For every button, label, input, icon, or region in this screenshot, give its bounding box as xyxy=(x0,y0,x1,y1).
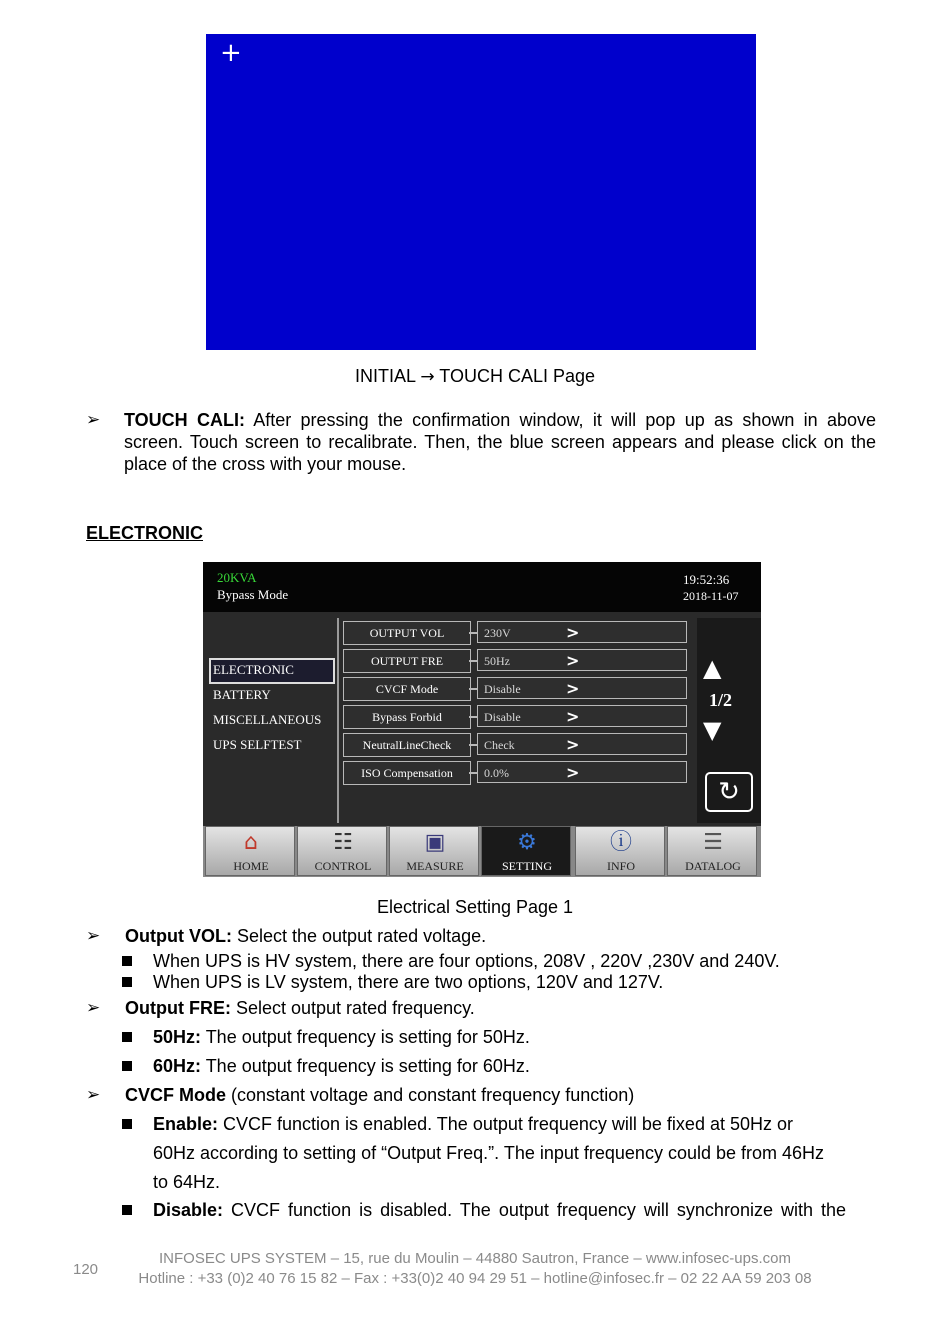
cvcf-text: (constant voltage and constant frequency function) xyxy=(226,1085,635,1105)
page-indicator: 1/2 xyxy=(709,690,733,710)
calibration-cross-icon[interactable]: + xyxy=(220,38,242,68)
square-bullet-icon xyxy=(122,1119,132,1129)
bullet-arrow-icon: ➢ xyxy=(86,410,101,430)
bullet-arrow-icon: ➢ xyxy=(86,1085,101,1105)
output-fre-60hz-item xyxy=(153,1055,530,1077)
50hz-text: The output frequency is setting for 50Hz. xyxy=(201,1027,530,1047)
datalog-list-icon: ☰ xyxy=(703,830,723,855)
measure-meter-icon: ▣ xyxy=(424,830,446,855)
value-text: Disable xyxy=(484,710,521,724)
chevron-right-icon: > xyxy=(566,623,580,642)
setting-label-output-fre: OUTPUT FRE xyxy=(343,649,471,673)
clock-date: 2018-11-07 xyxy=(683,589,739,603)
electronic-heading: ELECTRONIC xyxy=(86,523,203,543)
page-down-arrow-icon[interactable]: ▼ xyxy=(703,716,722,744)
page-number: 120 xyxy=(73,1261,99,1278)
cvcf-disable-text: CVCF function is disabled. The output frequency will synchronize with the xyxy=(223,1200,846,1220)
output-vol-term: Output VOL: xyxy=(125,926,232,946)
control-sliders-icon: ☷ xyxy=(333,830,353,855)
menu-divider xyxy=(337,618,339,823)
touch-cali-paragraph xyxy=(124,409,876,475)
setting-label-neutral-line-check: NeutralLineCheck xyxy=(343,733,471,757)
output-vol-text: Select the output rated voltage. xyxy=(231,926,487,946)
cvcf-disable-item xyxy=(153,1199,876,1221)
tab-info-label: INFO xyxy=(606,859,635,873)
value-text: Check xyxy=(484,738,515,752)
chevron-right-icon: > xyxy=(566,651,580,670)
chevron-right-icon: > xyxy=(566,763,580,782)
ups-electronic-screen xyxy=(203,562,761,877)
tab-home-label: HOME xyxy=(233,859,269,873)
value-text: 0.0% xyxy=(484,766,509,780)
tab-datalog-label: DATALOG xyxy=(685,859,741,873)
chevron-right-icon: > xyxy=(566,679,580,698)
50hz-term: 50Hz: xyxy=(153,1027,202,1047)
row-connector xyxy=(469,744,477,746)
square-bullet-icon xyxy=(122,977,132,987)
chevron-right-icon: > xyxy=(566,735,580,754)
back-refresh-icon[interactable]: ↻ xyxy=(705,772,753,812)
setting-label-cvcf-mode: CVCF Mode xyxy=(343,677,471,701)
ups-mode: Bypass Mode xyxy=(217,587,289,602)
value-text: 230V xyxy=(484,626,511,640)
tab-measure-label: MEASURE xyxy=(406,859,464,873)
tab-control-label: CONTROL xyxy=(314,859,372,873)
page-up-arrow-icon[interactable]: ▲ xyxy=(703,654,722,682)
gear-icon: ⚙ xyxy=(517,830,537,855)
setting-value-bypass-forbid[interactable] xyxy=(477,705,687,727)
setting-value-iso-compensation[interactable] xyxy=(477,761,687,783)
cvcf-term: CVCF Mode xyxy=(125,1085,226,1105)
setting-value-cvcf-mode[interactable] xyxy=(477,677,687,699)
right-arrow-icon: → xyxy=(420,367,435,387)
setting-value-output-fre[interactable] xyxy=(477,649,687,671)
60hz-text: The output frequency is setting for 60Hz. xyxy=(201,1056,530,1076)
row-connector xyxy=(469,688,477,690)
chevron-right-icon: > xyxy=(566,707,580,726)
touch-cali-caption xyxy=(0,366,950,387)
bullet-arrow-icon: ➢ xyxy=(86,926,101,946)
caption-touch-cali-page: TOUCH CALI Page xyxy=(439,366,596,386)
tab-info[interactable] xyxy=(575,826,665,876)
home-icon: ⌂ xyxy=(244,830,258,855)
menu-item-electronic[interactable]: ELECTRONIC xyxy=(213,662,294,677)
touch-cali-text: After pressing the confirmation window, it will pop up as shown in above screen. Touch screen to recalibrate. Then, the blue screen appears and please click on the place of the cross with your mouse. xyxy=(124,410,876,474)
output-fre-50hz-item xyxy=(153,1026,530,1048)
output-fre-text: Select output rated frequency. xyxy=(230,998,475,1018)
touch-calibration-screen[interactable] xyxy=(206,34,756,350)
setting-label-output-vol: OUTPUT VOL xyxy=(343,621,471,645)
row-connector xyxy=(469,632,477,634)
ups-model: 20KVA xyxy=(217,570,257,585)
output-vol-item xyxy=(125,925,486,947)
tab-measure[interactable] xyxy=(389,826,479,876)
setting-value-output-vol[interactable] xyxy=(477,621,687,643)
square-bullet-icon xyxy=(122,1205,132,1215)
cvcf-mode-item xyxy=(125,1084,634,1106)
touch-cali-term: TOUCH CALI: xyxy=(124,410,245,430)
output-vol-hv-item: When UPS is HV system, there are four options, 208V , 220V ,230V and 240V. xyxy=(153,951,780,971)
row-connector xyxy=(469,716,477,718)
tab-control[interactable] xyxy=(297,826,387,876)
tab-datalog[interactable] xyxy=(667,826,757,876)
info-icon: ⓘ xyxy=(609,830,632,855)
setting-label-iso-compensation: ISO Compensation xyxy=(343,761,471,785)
square-bullet-icon xyxy=(122,1061,132,1071)
footer-line-2: Hotline : +33 (0)2 40 76 15 82 – Fax : +33(0)2 40 94 29 51 – hotline@infosec.fr – 02 22 AA 59 203 08 xyxy=(138,1270,812,1287)
tab-setting[interactable] xyxy=(481,826,571,876)
60hz-term: 60Hz: xyxy=(153,1056,202,1076)
bullet-arrow-icon: ➢ xyxy=(86,998,101,1018)
cvcf-enable-line-2: 60Hz according to setting of “Output Freq.”. The input frequency could be from 46Hz xyxy=(153,1143,825,1163)
clock-time: 19:52:36 xyxy=(683,572,730,587)
menu-item-battery[interactable]: BATTERY xyxy=(213,687,271,702)
cvcf-enable-term: Enable: xyxy=(153,1114,219,1134)
output-fre-term: Output FRE: xyxy=(125,998,231,1018)
menu-item-ups-selftest[interactable]: UPS SELFTEST xyxy=(213,737,302,752)
cvcf-enable-text: CVCF function is enabled. The output frequency will be fixed at 50Hz or xyxy=(218,1114,793,1134)
setting-value-neutral-line-check[interactable] xyxy=(477,733,687,755)
caption-initial: INITIAL xyxy=(354,366,416,386)
row-connector xyxy=(469,772,477,774)
value-text: 50Hz xyxy=(484,654,510,668)
setting-label-bypass-forbid: Bypass Forbid xyxy=(343,705,471,729)
cvcf-enable-line-1 xyxy=(153,1113,793,1135)
electrical-setting-caption: Electrical Setting Page 1 xyxy=(376,897,574,917)
output-fre-item xyxy=(125,997,475,1019)
value-text: Disable xyxy=(484,682,521,696)
cvcf-enable-line-3: to 64Hz. xyxy=(153,1172,221,1192)
cvcf-disable-term: Disable: xyxy=(153,1200,224,1220)
tab-home[interactable] xyxy=(205,826,295,876)
row-connector xyxy=(469,660,477,662)
menu-item-miscellaneous[interactable]: MISCELLANEOUS xyxy=(213,712,322,727)
tab-setting-label: SETTING xyxy=(502,859,552,873)
square-bullet-icon xyxy=(122,956,132,966)
square-bullet-icon xyxy=(122,1032,132,1042)
output-vol-lv-item: When UPS is LV system, there are two options, 120V and 127V. xyxy=(153,972,664,992)
footer-line-1: INFOSEC UPS SYSTEM – 15, rue du Moulin – 44880 Sautron, France – www.infosec-ups.com xyxy=(159,1250,791,1267)
